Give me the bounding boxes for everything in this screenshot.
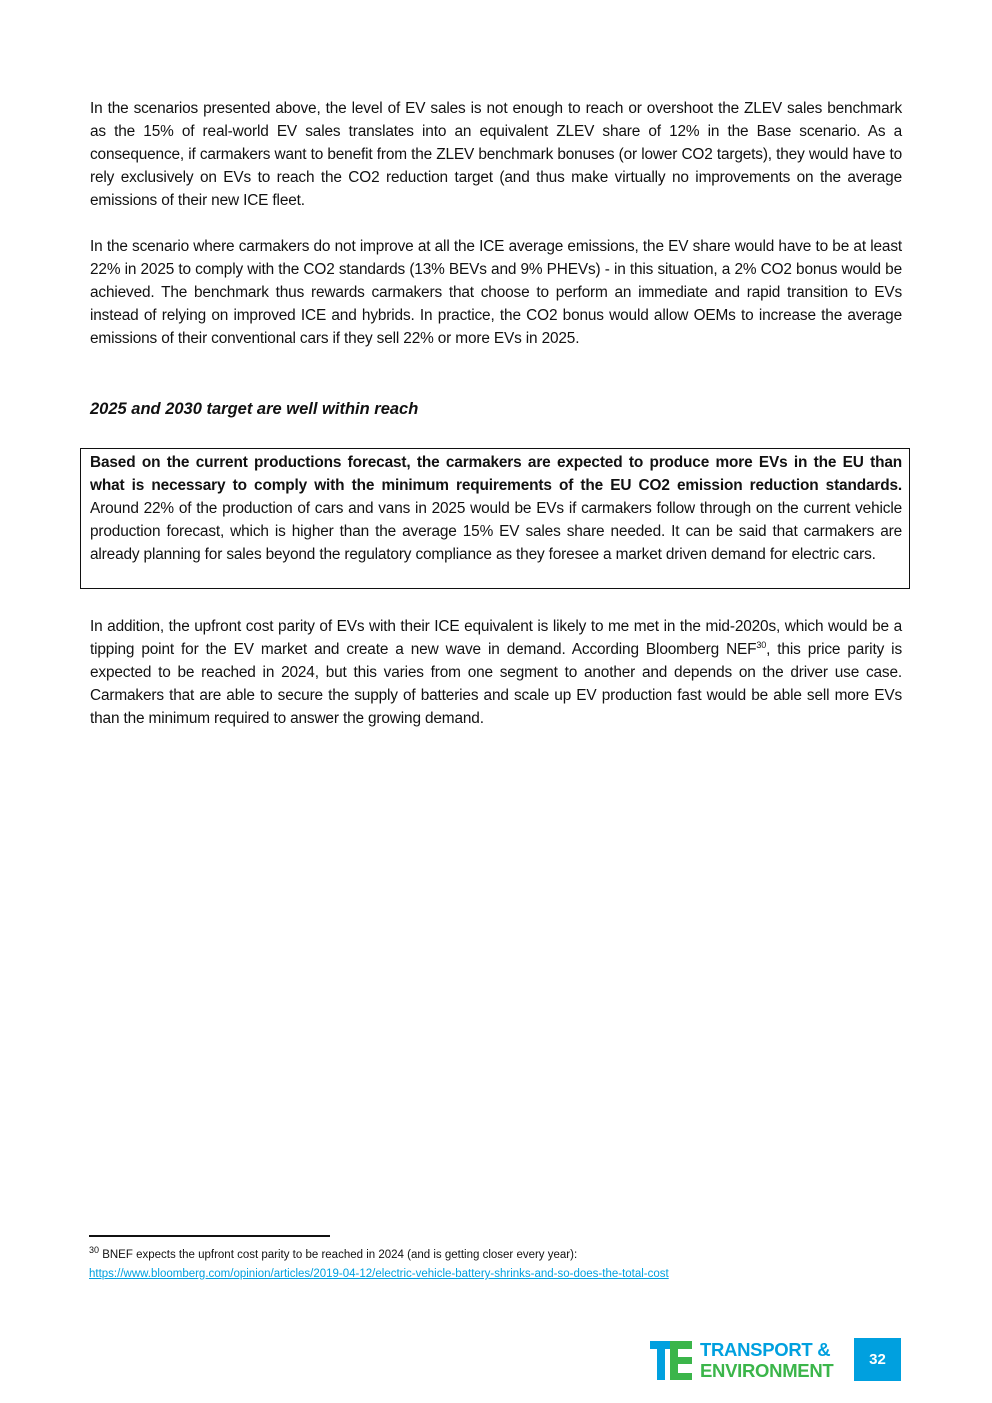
paragraph-scenarios: In the scenarios presented above, the level of EV sales is not enough to reach or overshoot the ZLEV sales benchmark as the 15% of real-world EV sales translates into an equivalent ZLEV share of 12% in the Base scenario. As a consequence, if carmakers want to benefit from the ZLEV benchmark bonuses (or lower CO2 targets), they would have to rely exclusively on EVs to reach the CO2 reduction target (and thus make virtually no improvements on the average emissions of their new ICE fleet. xyxy=(90,100,902,209)
callout-text xyxy=(90,451,902,566)
logo-line-transport: TRANSPORT & xyxy=(700,1339,831,1360)
cost-parity-text-1: In addition, the upfront cost parity of EVs with their ICE equivalent is likely to me met in the mid-2020s, which would be a tipping point for the EV market and create a new wave in demand. According Bloomberg NEF xyxy=(90,618,902,658)
footnote-number: 30 xyxy=(89,1245,100,1256)
callout-box xyxy=(80,448,910,589)
logo-line-environment: ENVIRONMENT xyxy=(700,1360,834,1381)
footnote xyxy=(89,1246,909,1284)
callout-body-text: Around 22% of the production of cars and vans in 2025 would be EVs if carmakers follow through on the current vehicle production forecast, which is higher than the average 15% EV sales share needed. It can be said that carmakers are already planning for sales beyond the regulatory compliance as they foresee a market driven demand for electric cars. xyxy=(90,500,902,563)
paragraph-ice-scenario: In the scenario where carmakers do not improve at all the ICE average emissions, the EV share would have to be at least 22% in 2025 to comply with the CO2 standards (13% BEVs and 9% PHEVs) - in this situation, a 2% CO2 bonus would be achieved. The benchmark thus rewards carmakers that choose to perform an immediate and rapid transition to EVs instead of relying on improved ICE and hybrids. In practice, the CO2 bonus would allow OEMs to increase the average emissions of their conventional cars if they sell 22% or more EVs in 2025. xyxy=(90,238,902,347)
te-logo-icon xyxy=(650,1340,694,1382)
footnote-reference[interactable]: 30 xyxy=(756,639,767,650)
callout-bold-text: Based on the current productions forecast, the carmakers are expected to produce more EVs in the EU than what is necessary to comply with the minimum requirements of the EU CO2 emission reduction standards. xyxy=(90,454,902,494)
cost-parity-text-2: , this price parity is expected to be reached in 2024, but this varies from one segment to another and depends on the driver use case. Carmakers that are able to secure the supply of batteries and scale up EV production fast would be able sell more EVs than the minimum required to answer the growing demand. xyxy=(90,641,902,727)
footnote-link[interactable]: https://www.bloomberg.com/opinion/articles/2019-04-12/electric-vehicle-battery-shrinks-and-so-does-the-total-cost xyxy=(89,1268,669,1280)
transport-environment-logo xyxy=(650,1339,850,1381)
section-heading: 2025 and 2030 target are well within reach xyxy=(90,400,419,418)
paragraph-cost-parity xyxy=(90,615,902,730)
page-number: 32 xyxy=(854,1338,901,1381)
footnote-divider xyxy=(89,1235,330,1237)
footnote-text: BNEF expects the upfront cost parity to be reached in 2024 (and is getting closer every year): xyxy=(99,1249,578,1261)
logo-wordmark xyxy=(700,1339,850,1381)
